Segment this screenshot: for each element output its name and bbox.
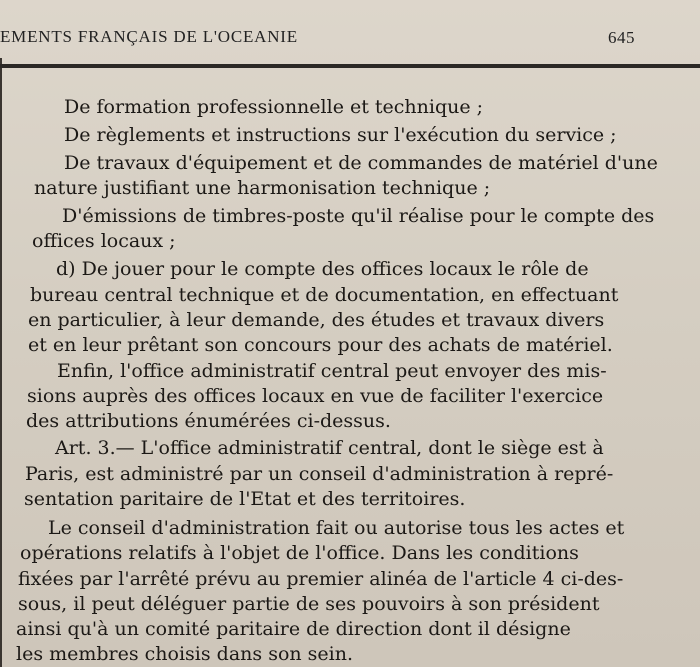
text-line: en particulier, à leur demande, des études et travaux divers [28, 309, 605, 331]
text-line: bureau central technique et de documentation, en effectuant [30, 284, 619, 306]
page-number: 645 [608, 28, 635, 47]
header-rule [0, 64, 700, 68]
text-line: Paris, est administré par un conseil d'administration à repré- [25, 463, 614, 485]
text-line: offices locaux ; [32, 230, 176, 252]
text-line: les membres choisis dans son sein. [16, 643, 354, 665]
text-line: opérations relatifs à l'objet de l'office. Dans les conditions [20, 542, 579, 564]
text-line: Le conseil d'administration fait ou autorise tous les actes et [48, 517, 625, 539]
text-line: des attributions énumérées ci-dessus. [26, 410, 391, 432]
text-line: et en leur prêtant son concours pour des achats de matériel. [28, 334, 613, 356]
text-line: Art. 3.— L'office administratif central, dont le siège est à [55, 437, 604, 459]
text-line: sentation paritaire de l'Etat et des territoires. [24, 488, 466, 510]
text-line: nature justifiant une harmonisation technique ; [34, 177, 491, 199]
text-line: ainsi qu'à un comité paritaire de direction dont il désigne [16, 618, 571, 640]
text-line: fixées par l'arrêté prévu au premier alinéa de l'article 4 ci-des- [18, 568, 624, 590]
text-line: sous, il peut déléguer partie de ses pouvoirs à son président [18, 593, 600, 615]
text-line: De travaux d'équipement et de commandes de matériel d'une [64, 152, 658, 174]
text-line: D'émissions de timbres-poste qu'il réalise pour le compte des [62, 205, 655, 227]
text-line: De règlements et instructions sur l'exécution du service ; [64, 124, 617, 146]
text-line: sions auprès des offices locaux en vue de faciliter l'exercice [27, 385, 604, 407]
running-header-title: EMENTS FRANÇAIS DE L'OCEANIE [0, 27, 298, 46]
text-line: d) De jouer pour le compte des offices locaux le rôle de [56, 258, 589, 280]
text-line: Enfin, l'office administratif central peut envoyer des mis- [57, 360, 607, 382]
page-left-border [0, 58, 2, 667]
text-line: De formation professionnelle et technique ; [64, 96, 484, 118]
